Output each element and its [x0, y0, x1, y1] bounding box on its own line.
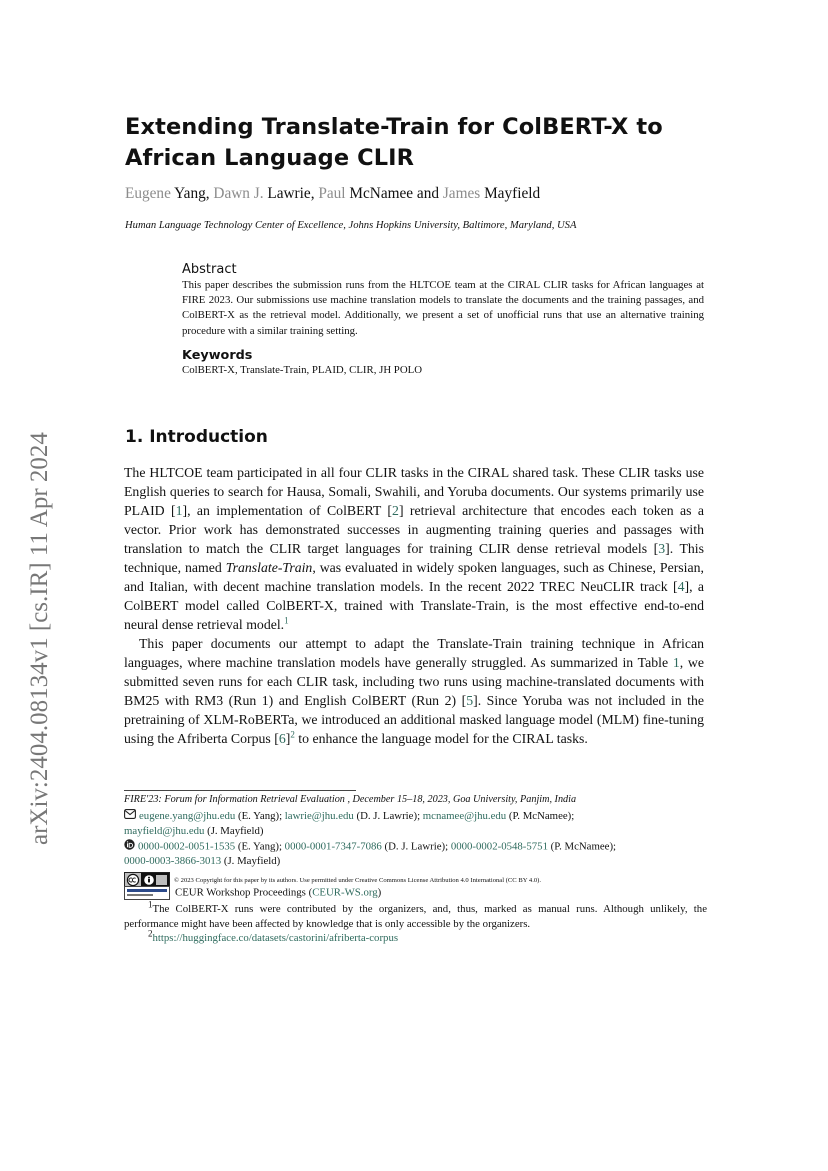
arxiv-side-stamp	[3, 370, 63, 850]
email-line	[124, 809, 574, 824]
text-run: The HLTCOE team participated in all four CLIR tasks in the CIRAL shared task. These CLIR tasks use English queries to search for Hausa, Somali, Swahili, and Yoruba documents. Our systems primarily use PLAID [	[124, 465, 704, 518]
text-run: to enhance the language model for the CIRAL tasks.	[294, 731, 588, 746]
email-link[interactable]: mcnamee@jhu.edu	[422, 810, 507, 822]
envelope-icon	[124, 809, 136, 824]
keywords-text: ColBERT-X, Translate-Train, PLAID, CLIR, JH POLO	[182, 364, 423, 376]
conference-note: FIRE'23: Forum for Information Retrieval Evaluation , December 15–18, 2023, Goa University, Panjim, India	[124, 794, 577, 805]
paper-title: Extending Translate-Train for ColBERT-X to African Language CLIR	[125, 114, 663, 171]
abstract-text: This paper describes the submission runs from the HLTCOE team at the CIRAL CLIR tasks for African languages at FIRE 2023. Our submissions use machine translation models to translate the documents and the training passages, and ColBERT-X as the retrieval model. Additionally, we present a set of unofficial runs that use an alternative training procedure with a similar training setting.	[182, 279, 704, 337]
ceur-row	[124, 886, 381, 900]
author-list	[125, 185, 540, 203]
text-run: , was evaluated in widely spoken languages, such as Chinese, Persian, and Italian, with decent machine translation models. In the recent 2022 TREC NeuCLIR track [	[124, 560, 704, 594]
footnote-marker-link[interactable]: 1	[284, 615, 289, 626]
author-family-name: Lawrie	[267, 185, 311, 202]
text-run: ]	[285, 731, 291, 746]
author-separator: and	[413, 185, 443, 202]
affiliation: Human Language Technology Center of Excellence, Johns Hopkins University, Baltimore, Maryland, USA	[125, 220, 577, 231]
email-link[interactable]: lawrie@jhu.edu	[284, 810, 354, 822]
copyright-text: © 2023 Copyright for this paper by its authors. Use permitted under Creative Commons License Attribution 4.0 International (CC BY 4.0).	[174, 876, 541, 884]
ceur-label: CEUR Workshop Proceedings (	[175, 886, 313, 899]
author-abbrev: (J. Mayfield)	[204, 825, 264, 837]
abstract-heading: Abstract	[182, 262, 237, 277]
author-given-name[interactable]: Dawn J.	[213, 185, 264, 202]
author-separator: ,	[205, 185, 214, 202]
author-family-name: Yang	[174, 185, 206, 202]
author-given-name[interactable]: James	[442, 185, 481, 202]
email-link[interactable]: eugene.yang@jhu.edu	[139, 810, 236, 822]
author-given-name[interactable]: Eugene	[125, 185, 171, 202]
table-ref-link[interactable]: 1	[672, 655, 680, 670]
footnote-url-link[interactable]: https://huggingface.co/datasets/castorini/afriberta-corpus	[152, 932, 399, 944]
footnote-text: The ColBERT-X runs were contributed by the organizers, and, thus, marked as manual runs. Although unlikely, the performance might have been affected by knowledge that is only accessible by the organizers.	[124, 903, 707, 930]
text-run: ], an implementation of ColBERT [	[182, 503, 393, 518]
keywords-heading: Keywords	[182, 348, 253, 363]
orcid-link[interactable]: 0000-0002-0548-5751	[450, 840, 548, 853]
orcid-link[interactable]: 0000-0003-3866-3013	[124, 855, 222, 867]
citation-link[interactable]: 4	[677, 579, 685, 594]
email-line	[124, 824, 263, 839]
author-abbrev: (P. McNamee);	[547, 840, 617, 853]
text-run: ], a ColBERT model called ColBERT-X, trained with Translate-Train, is the most effective end-to-end neural dense retrieval model.	[124, 579, 705, 632]
author-abbrev: (D. J. Lawrie);	[381, 840, 451, 853]
orcid-link[interactable]: 0000-0002-0051-1535	[138, 840, 236, 853]
text-run: ] retrieval architecture that encodes each token as a vector. Prior work has demonstrated successes in augmenting training queries and passages with translation to match the CLIR target languages for training CLIR dense retrieval models [	[124, 503, 704, 556]
footnote-rule	[124, 790, 356, 791]
text-run: ]. This technique, named	[124, 541, 704, 575]
text-run: ]. Since Yoruba was not included in the pretraining of XLM-RoBERTa, we introduced an additional masked language model (MLM) fine-tuning using the Afriberta Corpus [	[124, 693, 704, 746]
section-heading-introduction: 1. Introduction	[125, 427, 268, 447]
footnote-number: 1	[148, 899, 153, 910]
arxiv-stamp-text: arXiv:2404.08134v1 [cs.IR] 11 Apr 2024	[26, 432, 53, 845]
orcid-line	[124, 839, 616, 855]
citation-link[interactable]: 5	[466, 693, 474, 708]
emphasis-text: Translate-Train	[225, 560, 313, 575]
intro-paragraph-1	[124, 463, 704, 634]
author-abbrev: (D. J. Lawrie);	[353, 810, 423, 822]
author-abbrev: (E. Yang);	[235, 840, 285, 853]
orcid-icon	[124, 839, 135, 855]
author-family-name: Mayfield	[484, 185, 541, 202]
orcid-line	[124, 854, 280, 869]
citation-link[interactable]: 2	[392, 503, 399, 518]
text-run: This paper documents our attempt to adapt the Translate-Train training technique in African languages, where machine translation models have generally struggled. As summarized in Table	[124, 636, 704, 670]
author-given-name[interactable]: Paul	[318, 185, 346, 202]
footnote-number: 2	[148, 928, 153, 939]
citation-link[interactable]: 3	[658, 541, 666, 556]
orcid-link[interactable]: 0000-0001-7347-7086	[284, 840, 382, 853]
intro-paragraph-2	[124, 634, 704, 748]
citation-link[interactable]: 6	[278, 731, 286, 746]
author-abbrev: (E. Yang);	[235, 810, 285, 822]
license-row	[124, 871, 541, 887]
author-family-name: McNamee	[349, 185, 414, 202]
footnote-2	[148, 928, 399, 944]
ceur-logo-icon	[124, 886, 170, 900]
email-link[interactable]: mayfield@jhu.edu	[124, 825, 205, 837]
ceur-link[interactable]: CEUR-WS.org	[312, 886, 378, 899]
footnote-1	[124, 899, 707, 932]
citation-link[interactable]: 1	[175, 503, 183, 518]
author-abbrev: (P. McNamee);	[506, 810, 575, 822]
ceur-close: )	[377, 886, 382, 899]
author-abbrev: (J. Mayfield)	[221, 855, 281, 867]
text-run: , we submitted seven runs for each CLIR task, including two runs using machine-translated documents with BM25 with RM3 (Run 1) and English ColBERT (Run 2) [	[124, 655, 704, 708]
author-separator: ,	[310, 185, 319, 202]
footnote-marker-link[interactable]: 2	[290, 729, 295, 740]
